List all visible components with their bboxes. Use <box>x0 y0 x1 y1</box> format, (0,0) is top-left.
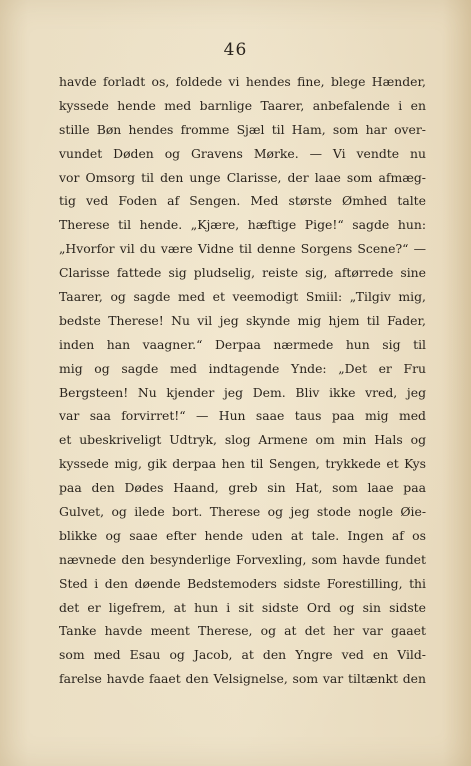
text-line: Sted i den døende Bedstemoders sidste Forestilling, thi <box>59 575 426 591</box>
text-line: „Hvorfor vil du være Vidne til denne Sorgens Scene?“ — <box>59 241 426 257</box>
text-line: det er ligefrem, at hun i sit sidste Ord og sin sidste <box>59 599 426 615</box>
body-text <box>59 70 426 691</box>
text-line: bedste Therese! Nu vil jeg skynde mig hjem til Fader, <box>59 312 426 328</box>
text-line: mig og sagde med indtagende Ynde: „Det er Fru <box>59 360 426 376</box>
text-line: stille Bøn hendes fromme Sjæl til Ham, som har over- <box>59 121 426 137</box>
text-line: et ubeskriveligt Udtryk, slog Armene om min Hals og <box>59 432 426 448</box>
text-line: blikke og saae efter hende uden at tale. Ingen af os <box>59 527 426 543</box>
text-line: paa den Dødes Haand, greb sin Hat, som laae paa <box>59 480 426 496</box>
text-line: Bergsteen! Nu kjender jeg Dem. Bliv ikke vred, jeg <box>59 384 426 400</box>
text-line: farelse havde faaet den Velsignelse, som var tiltænkt den <box>59 671 426 687</box>
text-line: Clarisse fattede sig pludselig, reiste sig, aftørrede sine <box>59 265 426 281</box>
text-line: vor Omsorg til den unge Clarisse, der laae som afmæg- <box>59 169 426 185</box>
text-line: Therese til hende. „Kjære, hæftige Pige!“ sagde hun: <box>59 217 426 233</box>
text-line: kyssede mig, gik derpaa hen til Sengen, trykkede et Kys <box>59 456 426 472</box>
text-line: Tanke havde meent Therese, og at det her var gaaet <box>59 623 426 639</box>
text-line: inden han vaagner.“ Derpaa nærmede hun sig til <box>59 336 426 352</box>
text-line: som med Esau og Jacob, at den Yngre ved en Vild- <box>59 647 426 663</box>
text-line: vundet Døden og Gravens Mørke. — Vi vendte nu <box>59 145 426 161</box>
page-number: 46 <box>223 40 248 60</box>
text-line: kyssede hende med barnlige Taarer, anbefalende i en <box>59 97 426 113</box>
text-line: var saa forvirret!“ — Hun saae taus paa mig med <box>59 408 426 424</box>
text-line: Gulvet, og ilede bort. Therese og jeg stode nogle Øie- <box>59 504 426 520</box>
text-line: nævnede den besynderlige Forvexling, som havde fundet <box>59 551 426 567</box>
text-line: tig ved Foden af Sengen. Med største Ømhed talte <box>59 193 426 209</box>
text-line: havde forladt os, foldede vi hendes fine, blege Hænder, <box>59 74 426 89</box>
text-line: Taarer, og sagde med et veemodigt Smiil: „Tilgiv mig, <box>59 289 426 305</box>
